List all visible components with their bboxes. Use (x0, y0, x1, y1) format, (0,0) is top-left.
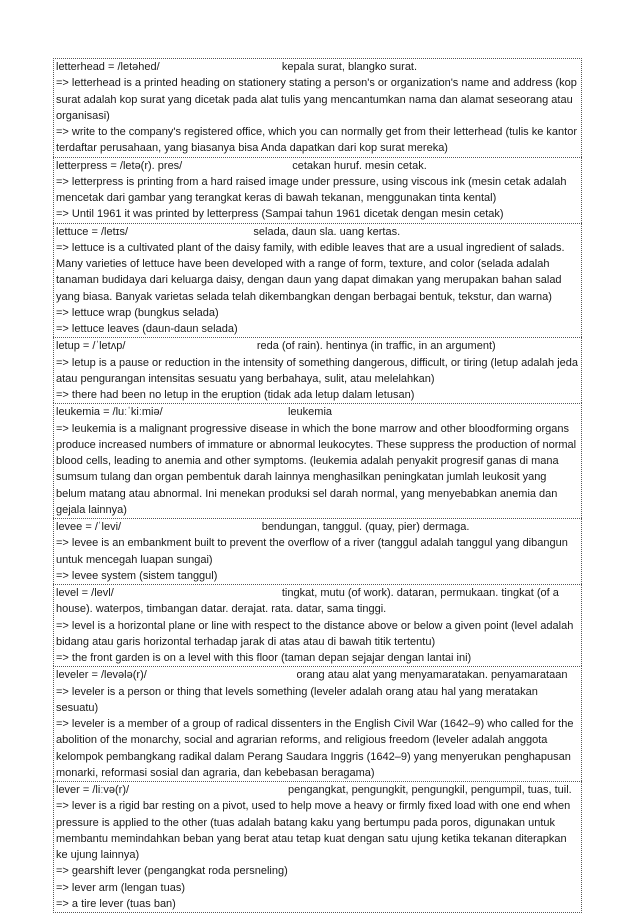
entry-example-line: => letterpress is printing from a hard raised image under pressure, using viscous ink (mesin cetak adalah mencetak dari gambar yang terangkat keras di bawah tekanan, menggunakan tinta kental) (56, 175, 567, 204)
entry-example-line: => level is a horizontal plane or line with respect to the distance above or below a given point (level adalah bidang atau garis horizontal terhadap jarak di atas atau di bawah titik tertentu) (56, 619, 574, 648)
entry-example-line: => lever arm (lengan tuas) (56, 881, 186, 894)
entry-headword: lettuce = /letɪs/ selada, daun sla. uang kertas. (56, 225, 401, 238)
entry-example-line: => leveler is a member of a group of radical dissenters in the English Civil War (1642–9) who called for the abolition of the monarchy, social and agrarian reforms, and religious freedom (leveler adalah anggota kelompok pembangkang radikal dalam Perang Saudara Inggris (1642–9) yang menyerukan penghapusan monarki, reformasi sosial dan agraria, dan kebebasan beragama) (56, 718, 574, 779)
entry-example-line: => leukemia is a malignant progressive disease in which the bone marrow and other bloodforming organs produce increased numbers of immature or abnormal leukocytes. These suppress the production of normal blood cells, leading to anemia and other symptoms. (leukemia adalah penyakit progresif ganas di mana sumsum tulang dan organ pembentuk darah lainnya menghasilkan peningkatan jumlah leukosit yang belum matang atau abnormal. Ini menekan produksi sel darah normal, yang menyebabkan anemia dan gejala lainnya) (56, 422, 577, 516)
entry-example-line: => levee is an embankment built to prevent the overflow of a river (tanggul adalah tanggul yang dibangun untuk mencegah luapan sungai) (56, 537, 568, 566)
entry-example-line: => letterhead is a printed heading on stationery stating a person's or organization's name and address (kop surat adalah kop surat yang dicetak pada alat tulis yang mencantumkan nama dan alamat seseorang atau organisasi) (56, 77, 577, 122)
entry-example-line: => lettuce wrap (bungkus selada) (56, 306, 219, 319)
entry-headword: level = /levl/ tingkat, mutu (of work). dataran, permukaan. tingkat (of a house). waterpos, timbangan datar. derajat. rata. datar, sama tinggi. (56, 587, 562, 616)
dictionary-entry (53, 337, 582, 403)
dictionary-entry (53, 403, 582, 518)
entry-example-line: => Until 1961 it was printed by letterpress (Sampai tahun 1961 dicetak dengan mesin cetak) (56, 208, 504, 221)
entry-example-line: => the front garden is on a level with this floor (taman depan sejajar dengan lantai ini) (56, 652, 472, 664)
dictionary-entry (53, 518, 582, 584)
entry-headword: leveler = /levələ(r)/ orang atau alat yang menyamaratakan. penyamarataan (56, 669, 568, 682)
entry-example-line: => gearshift lever (pengangkat roda persneling) (56, 865, 288, 878)
dictionary-entry (53, 157, 582, 223)
entry-example-line: => write to the company's registered office, which you can normally get from their letterhead (tulis ke kantor terdaftar perusahaan, yang biasanya bisa Anda dapatkan dari kop surat mereka) (56, 126, 577, 155)
entry-example-line: => letup is a pause or reduction in the intensity of something dangerous, difficult, or tiring (letup adalah jeda atau pengurangan intensitas sesuatu yang berbahaya, sulit, atau melelahkan) (56, 356, 579, 385)
entry-headword: leukemia = /luːˈkiːmiə/ leukemia (56, 406, 332, 419)
dictionary-entry (53, 666, 582, 781)
entry-headword: letup = /ˈletʌp/ reda (of rain). hentinya (in traffic, in an argument) (56, 340, 496, 353)
entry-headword: levee = /ˈlevi/ bendungan, tanggul. (quay, pier) dermaga. (56, 521, 470, 533)
entry-example-line: => lettuce leaves (daun-daun selada) (56, 323, 238, 335)
entry-headword: letterhead = /letəhed/ kepala surat, blangko surat. (56, 61, 418, 73)
entry-example-line: => leveler is a person or thing that levels something (leveler adalah orang atau hal yang meratakan sesuatu) (56, 685, 538, 714)
dictionary-entry (53, 584, 582, 666)
dictionary-entry (53, 223, 582, 338)
dictionary-document (53, 58, 582, 913)
entry-headword: letterpress = /letə(r). pres/ cetakan huruf. mesin cetak. (56, 159, 427, 172)
entry-example-line: => there had been no letup in the eruption (tidak ada letup dalam letusan) (56, 389, 415, 401)
entry-example-line: => levee system (sistem tanggul) (56, 569, 218, 582)
dictionary-entry (53, 781, 582, 913)
entry-example-line: => a tire lever (tuas ban) (56, 897, 176, 910)
entry-example-line: => lever is a rigid bar resting on a pivot, used to help move a heavy or firmly fixed load with one end when pressure is applied to the other (tuas adalah batang kaku yang bertumpu pada poros, digunakan untuk membantu memindahkan beban yang berat atau tetap kuat dengan satu ujung ketika tekanan diterapkan ke ujung lainnya) (56, 800, 571, 861)
entry-example-line: => lettuce is a cultivated plant of the daisy family, with edible leaves that are a usual ingredient of salads. Many varieties of lettuce have been developed with a range of form, texture, and color (selada adalah tanaman budidaya dari keluarga daisy, dengan daun yang dapat dimakan yang merupakan bahan salad yang biasa. Banyak varietas selada telah dikembangkan dengan berbagai bentuk, tekstur, dan warna) (56, 241, 565, 303)
dictionary-entry (53, 58, 582, 157)
entry-headword: lever = /liːvə(r)/ pengangkat, pengungkit, pengungkil, pengumpil, tuas, tuil. (56, 784, 572, 796)
